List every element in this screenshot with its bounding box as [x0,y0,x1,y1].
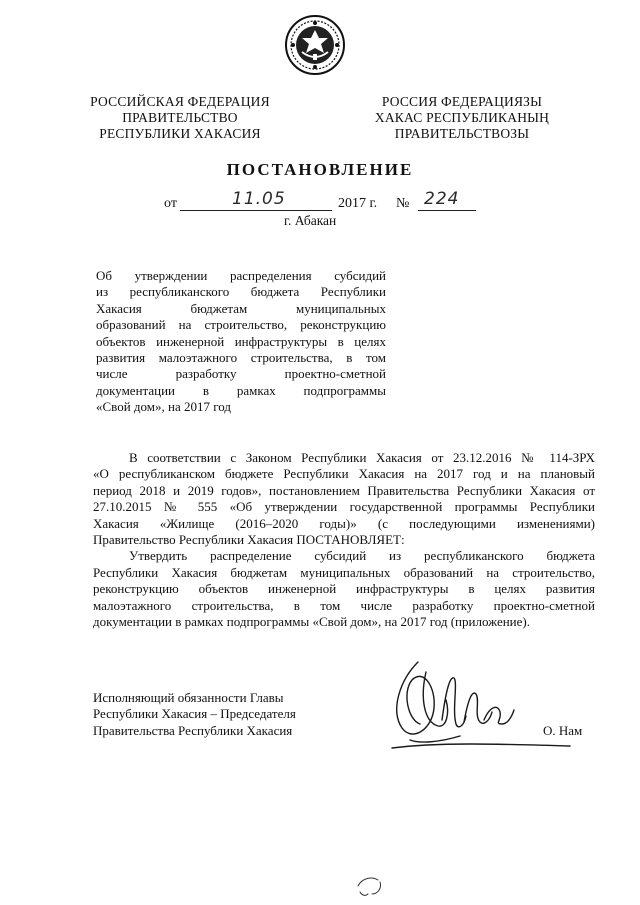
signer-name: О. Нам [543,723,583,738]
page-mark-icon [350,872,390,900]
subject-line: образований на строительство, реконструкцию [96,317,386,333]
body-paragraph-2-line: Утвердить распределение субсидий из республиканского бюджета [129,548,595,564]
number-sign: № [396,196,410,211]
body-paragraph-1-line: В соответствии с Законом Республики Хакасия от 23.12.2016 № 114-ЗРХ [129,450,595,465]
date-number-line [150,189,510,213]
body-paragraph-1-line: Хакасия «Жилище (2016–2020 годы)» (с последующими изменениями) [93,515,595,531]
body-paragraph-1-line: период 2018 и 2019 годов», постановлением Правительства Республики Хакасия от [93,482,595,498]
body-paragraph-2-line: документации в рамках подпрограммы «Свой дом», на 2017 год (приложение). [93,614,530,630]
header-left-russian [70,94,290,142]
signatory-position [93,690,353,739]
subject-line: объектов инженерной инфраструктуры в целях [96,333,386,349]
body-paragraph-1-line: «О республиканском бюджете Республики Хакасия на 2017 год и на плановый [93,466,595,482]
subject-line: развития малоэтажного строительства, в том [96,350,386,366]
date-handwritten: 11.05 [232,189,286,209]
header-right-khakas [352,94,572,142]
subject-line: «Свой дом», на 2017 год [96,399,231,415]
khakassia-coat-of-arms-icon [284,14,346,76]
signatory-line: Исполняющий обязанности Главы [93,690,284,705]
subject-line: из республиканского бюджета Республики [96,284,386,300]
subject-line: Хакасия бюджетам муниципальных [96,300,386,316]
year-label: 2017 г. [338,196,378,211]
header-left-line: РЕСПУБЛИКИ ХАКАСИЯ [99,126,261,141]
header-right-line: ПРАВИТЕЛЬСТВОЗЫ [394,126,530,141]
subject-line: Об утверждении распределения субсидий [96,268,386,283]
handwritten-signature-icon [380,650,600,760]
number-underline [418,210,476,211]
date-underline [180,210,332,211]
body-paragraph-1-line: 27.10.2015 № 555 «Об утверждении государственной программы Республики [93,499,595,515]
city-label: г. Абакан [284,213,337,228]
body-paragraph-2-line: реконструкцию объектов инженерной инфраструктуры в целях развития [93,581,595,597]
header-right-line: РОССИЯ ФЕДЕРАЦИЯЗЫ [381,94,543,109]
signatory-line: Правительства Республики Хакасия [93,722,293,738]
body-paragraph-2-line: Республики Хакасия бюджетам муниципальных образований на строительство, [93,564,595,580]
signatory-line: Республики Хакасия – Председателя [93,706,296,722]
date-prefix: от [164,196,177,211]
subject-line: документации в рамках подпрограммы [96,382,386,398]
subject-block [96,268,386,416]
header-left-line: РОССИЙСКАЯ ФЕДЕРАЦИЯ [90,94,270,109]
body-paragraph-2-line: малоэтажного строительства, в том числе разработку проектно-сметной [93,597,595,613]
document-type-title: ПОСТАНОВЛЕНИЕ [226,160,414,179]
resolution-body [93,450,595,630]
number-handwritten: 224 [424,189,460,209]
subject-line: числе разработку проектно-сметной [96,366,386,382]
header-right-line: ХАКАС РЕСПУБЛИКАНЫҢ [374,110,550,125]
header-left-line: ПРАВИТЕЛЬСТВО [122,110,238,125]
body-paragraph-1-line: Правительство Республики Хакасия ПОСТАНОВЛЯЕТ: [93,532,405,548]
